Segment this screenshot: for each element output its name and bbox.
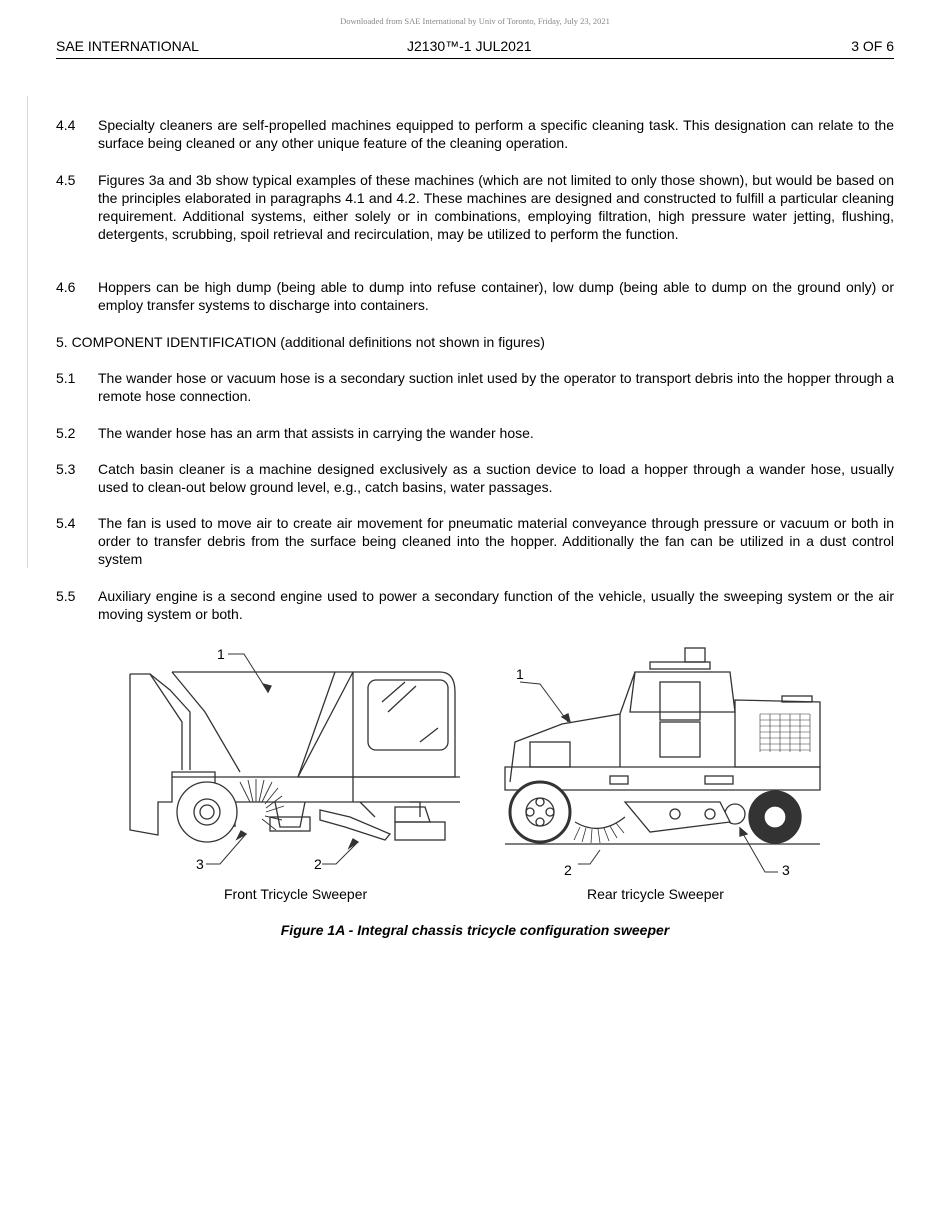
paragraph-5-2 [56, 424, 894, 442]
rear-sweeper-drawing [500, 642, 845, 882]
paragraph-5-3 [56, 460, 894, 496]
rear-callout-3: 3 [782, 862, 790, 878]
front-sweeper-caption: Front Tricycle Sweeper [224, 886, 368, 902]
paragraph-text: The fan is used to move air to create air movement for pneumatic material conveyance through pressure or vacuum or both in order to transfer debris from the surface being cleaned into the hopper. Additionally the fan can be utilized in a dust control system [98, 515, 894, 567]
download-watermark: Downloaded from SAE International by Univ of Toronto, Friday, July 23, 2021 [340, 16, 610, 26]
paragraph-text: The wander hose or vacuum hose is a secondary suction inlet used by the operator to transport debris into the hopper through a remote hose connection. [98, 370, 894, 404]
front-sweeper-drawing [120, 642, 465, 882]
header-org: SAE INTERNATIONAL [56, 38, 199, 54]
paragraph-number: 5.1 [56, 370, 76, 386]
paragraph-4-5 [56, 171, 894, 243]
paragraph-5-4 [56, 514, 894, 568]
paragraph-4-6 [56, 278, 894, 314]
figure-1a [120, 642, 830, 882]
paragraph-number: 5.5 [56, 588, 76, 604]
paragraph-text: Catch basin cleaner is a machine designed exclusively as a suction device to load a hopper through a wander hose, usually used to clean-out below ground level, e.g., catch basins, water passages. [98, 461, 894, 495]
paragraph-number: 4.5 [56, 172, 76, 188]
paragraph-text: Figures 3a and 3b show typical examples of these machines (which are not limited to only those shown), but would be based on the principles elaborated in paragraphs 4.1 and 4.2. These machines are designed and constructed to fulfill a particular cleaning requirement. Additional systems, either solely or in combinations, employing filtration, high pressure water jetting, flushing, detergents, scrubbing, spoil retrieval and recirculation, may be utilized to perform the function. [98, 172, 894, 242]
paragraph-number: 5.3 [56, 461, 76, 477]
front-callout-2: 2 [314, 856, 322, 872]
page-header [56, 38, 894, 59]
paragraph-text: Hoppers can be high dump (being able to dump into refuse container), low dump (being able to dump on the ground only) or employ transfer systems to discharge into containers. [98, 279, 894, 313]
paragraph-number: 5.2 [56, 425, 76, 441]
revision-bar [27, 96, 28, 568]
front-callout-1: 1 [217, 646, 225, 662]
header-doc-id: J2130™-1 JUL2021 [407, 38, 532, 54]
paragraph-text: Auxiliary engine is a second engine used to power a secondary function of the vehicle, usually the sweeping system or the air moving system or both. [98, 588, 894, 622]
paragraph-text: The wander hose has an arm that assists in carrying the wander hose. [98, 425, 534, 441]
paragraph-number: 4.6 [56, 279, 76, 295]
paragraph-5-5 [56, 587, 894, 623]
section-heading-5: 5. COMPONENT IDENTIFICATION (additional definitions not shown in figures) [56, 334, 545, 350]
rear-callout-1: 1 [516, 666, 524, 682]
paragraph-5-1 [56, 369, 894, 405]
front-callout-3: 3 [196, 856, 204, 872]
paragraph-number: 5.4 [56, 515, 76, 531]
header-page-number: 3 OF 6 [851, 38, 894, 54]
paragraph-number: 4.4 [56, 117, 76, 133]
figure-title: Figure 1A - Integral chassis tricycle configuration sweeper [280, 922, 670, 938]
rear-callout-2: 2 [564, 862, 572, 878]
rear-sweeper-caption: Rear tricycle Sweeper [587, 886, 724, 902]
paragraph-4-4 [56, 116, 894, 152]
paragraph-text: Specialty cleaners are self-propelled machines equipped to perform a specific cleaning task. This designation can relate to the surface being cleaned or any other unique feature of the cleaning operation. [98, 117, 894, 151]
